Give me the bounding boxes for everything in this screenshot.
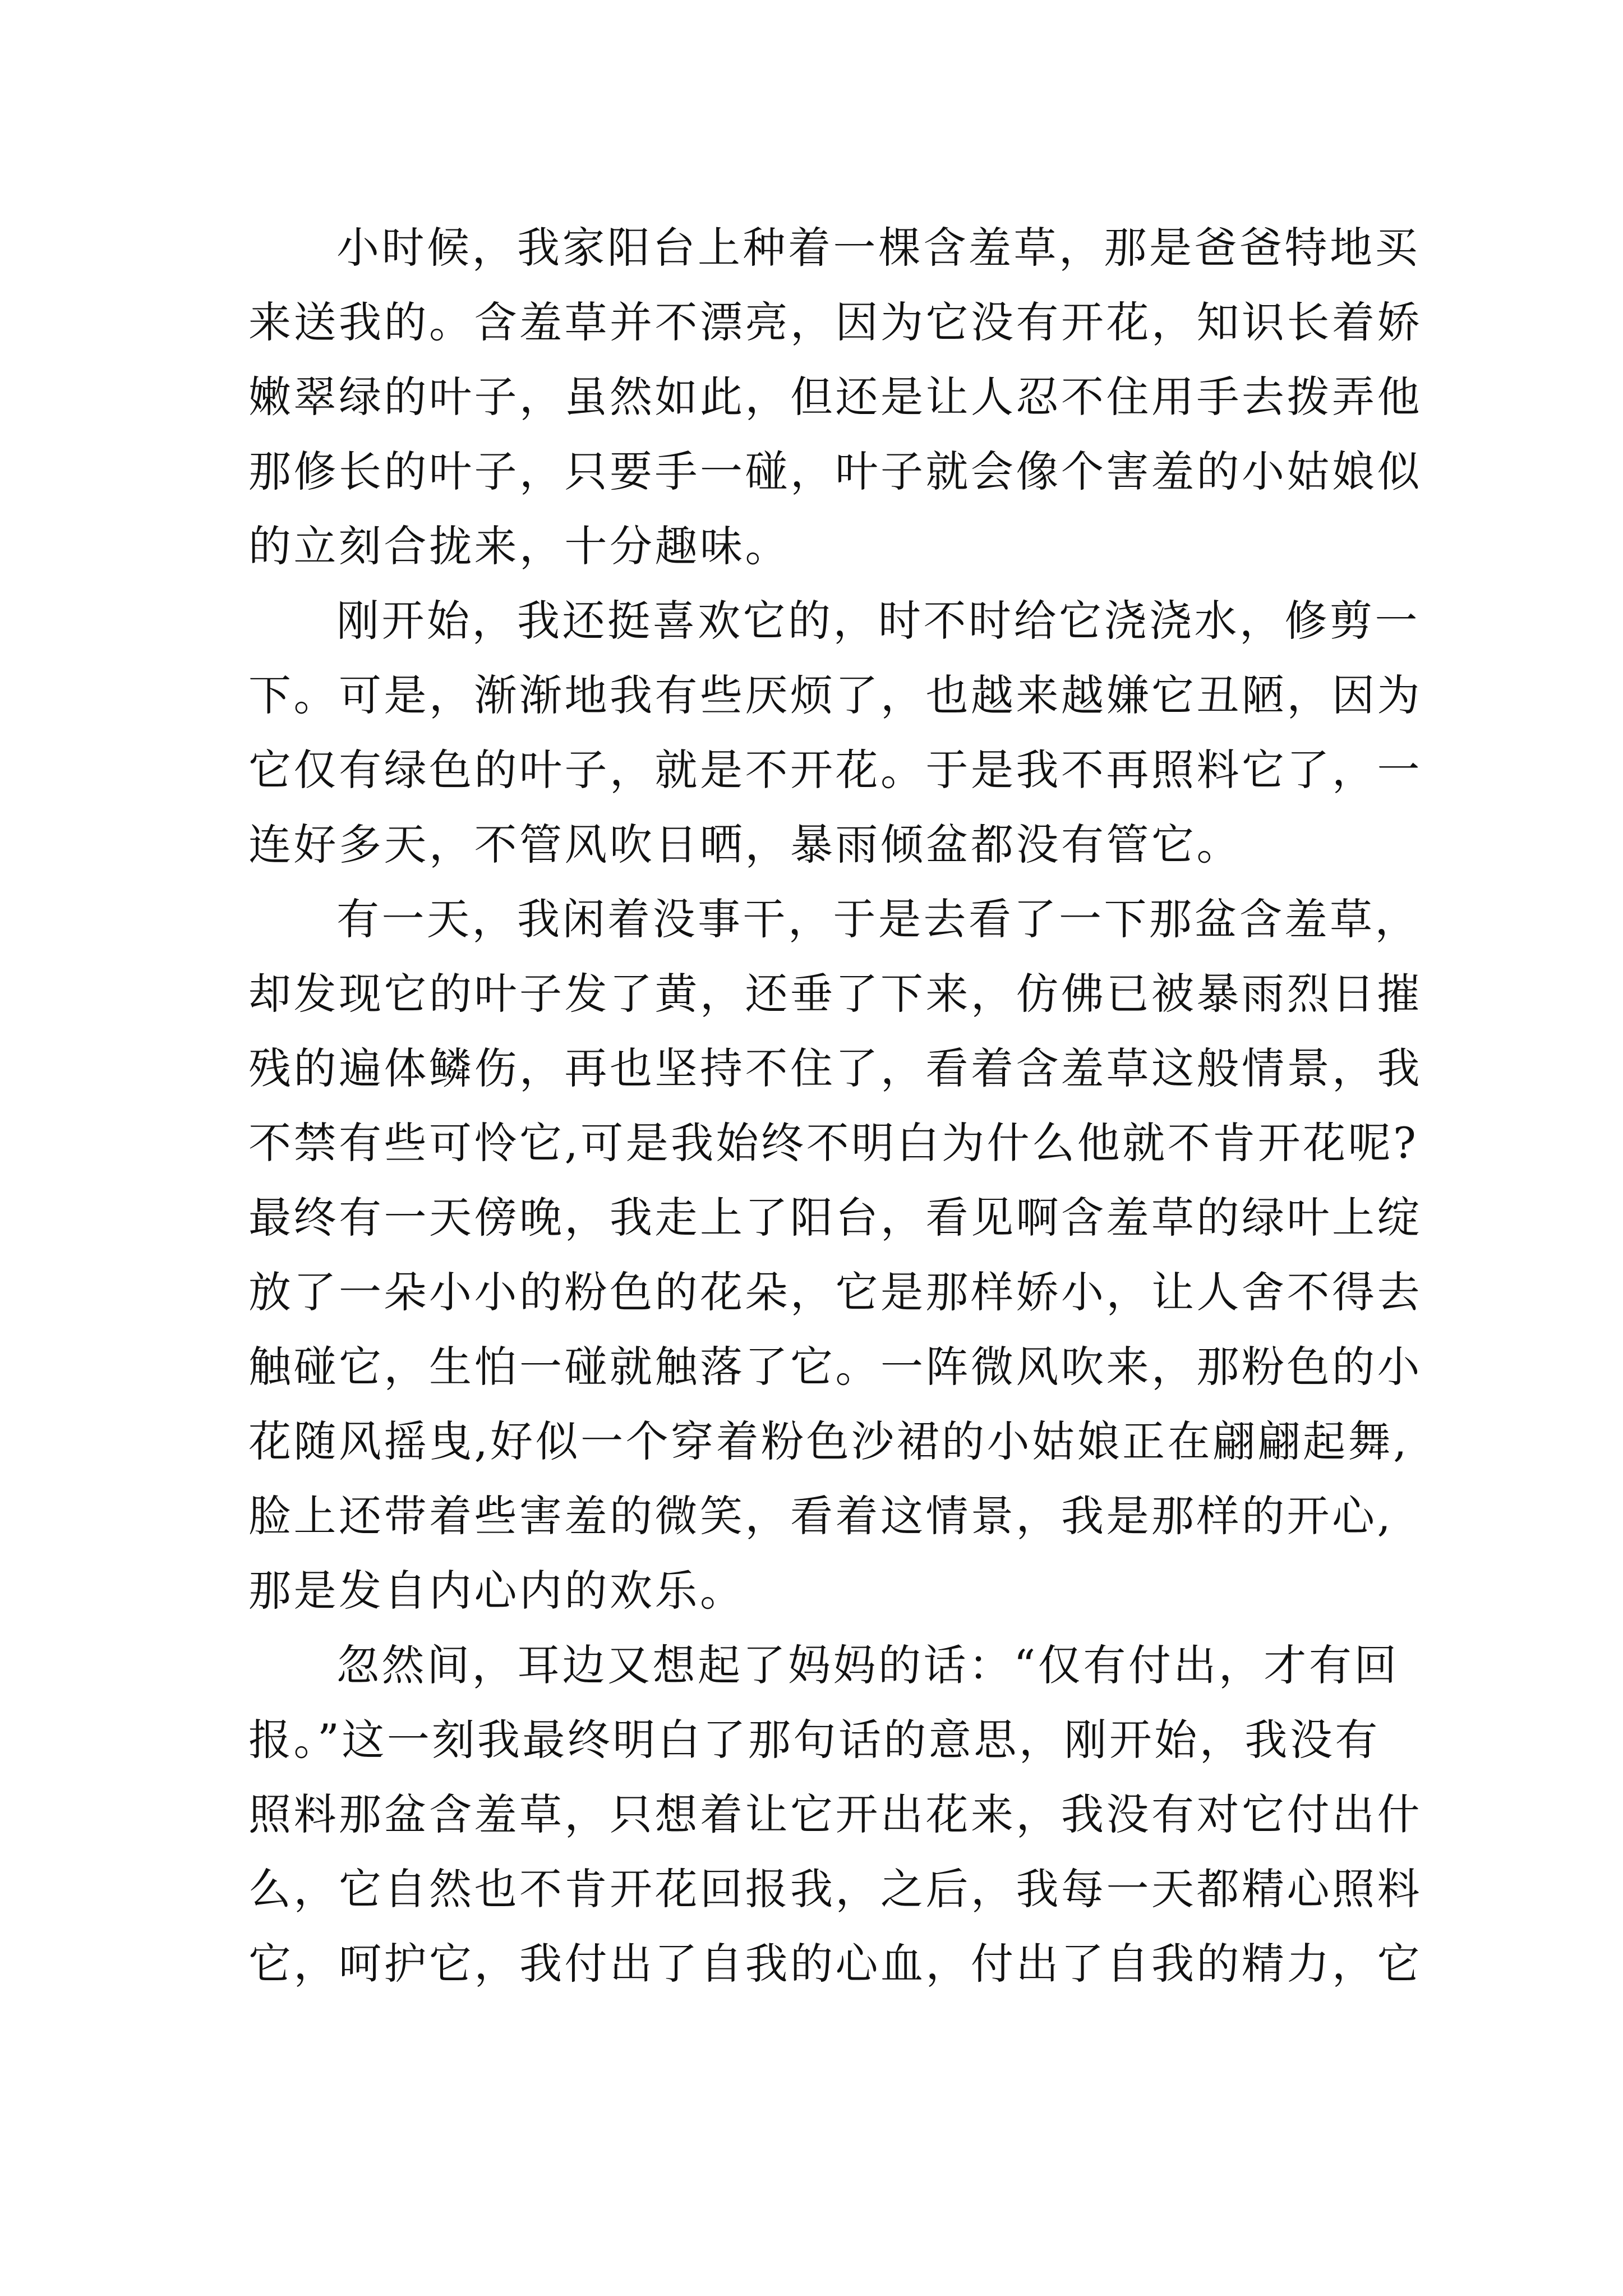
text-line: 小时候，我家阳台上种着一棵含羞草，那是爸爸特地买 (336, 223, 1420, 273)
text-line: 不禁有些可怜它,可是我始终不明白为什么他就不肯开花呢? (248, 1118, 1419, 1168)
text-line: 却发现它的叶子发了黄，还垂了下来，仿佛已被暴雨烈日摧 (248, 969, 1422, 1019)
text-line: 有一天，我闲着没事干，于是去看了一下那盆含羞草， (336, 894, 1420, 944)
text-line: 它，呵护它，我付出了自我的心血，付出了自我的精力，它 (248, 1939, 1422, 1989)
text-line: 最终有一天傍晚，我走上了阳台，看见啊含羞草的绿叶上绽 (248, 1193, 1422, 1243)
text-line: 触碰它，生怕一碰就触落了它。一阵微风吹来，那粉色的小 (248, 1342, 1422, 1392)
text-line: 报。”这一刻我最终明白了那句话的意思，刚开始，我没有 (248, 1715, 1380, 1765)
text-line: 的立刻合拢来，十分趣味。 (248, 521, 790, 571)
text-line: 忽然间，耳边又想起了妈妈的话：“仅有付出，才有回 (336, 1640, 1399, 1690)
text-line: 来送我的。含羞草并不漂亮，因为它没有开花，知识长着娇 (248, 297, 1422, 347)
text-line: 它仅有绿色的叶子，就是不开花。于是我不再照料它了，一 (248, 745, 1422, 795)
text-line: 下。可是，渐渐地我有些厌烦了，也越来越嫌它丑陋，因为 (248, 670, 1422, 720)
text-line: 照料那盆含羞草，只想着让它开出花来，我没有对它付出什 (248, 1789, 1422, 1839)
text-line: 那是发自内心内的欢乐。 (248, 1566, 745, 1616)
text-line: 脸上还带着些害羞的微笑，看着这情景，我是那样的开心, (248, 1491, 1394, 1541)
text-line: 那修长的叶子，只要手一碰，叶子就会像个害羞的小姑娘似 (248, 447, 1422, 496)
text-line: 刚开始，我还挺喜欢它的，时不时给它浇浇水，修剪一 (336, 596, 1420, 646)
text-line: 么，它自然也不肯开花回报我，之后，我每一天都精心照料 (248, 1864, 1422, 1914)
text-line: 残的遍体鳞伤，再也坚持不住了，看着含羞草这般情景，我 (248, 1043, 1422, 1093)
text-line: 花随风摇曳,好似一个穿着粉色沙裙的小姑娘正在翩翩起舞, (248, 1416, 1409, 1466)
text-line: 嫩翠绿的叶子，虽然如此，但还是让人忍不住用手去拨弄他 (248, 372, 1422, 422)
text-line: 放了一朵小小的粉色的花朵，它是那样娇小，让人舍不得去 (248, 1267, 1422, 1317)
text-line: 连好多天，不管风吹日晒，暴雨倾盆都没有管它。 (248, 820, 1242, 869)
